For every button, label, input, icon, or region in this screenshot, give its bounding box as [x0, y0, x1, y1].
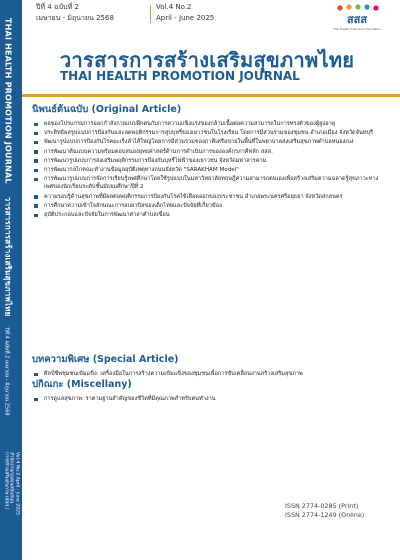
issn-online: ISSN 2774-1249 (Online) — [285, 511, 365, 519]
header-divider — [150, 5, 151, 23]
logo-text: สสส — [346, 13, 368, 26]
original-article-list — [32, 120, 382, 219]
issue-th-line1: ปีที่ 4 ฉบับที่ 2 — [36, 3, 79, 11]
issue-th-line2: เมษายน - มิถุนายน 2568 — [36, 14, 114, 22]
logo-figure-4 — [364, 4, 369, 9]
article-item — [32, 129, 382, 137]
spine-title: THAI HEALTH PROMOTION JOURNAL — [3, 18, 13, 184]
section-title-original: นิพนธ์ต้นฉบับ (Original Article) — [32, 104, 182, 115]
section-miscellany — [32, 377, 382, 404]
journal-title-english: THAI HEALTH PROMOTION JOURNAL — [60, 69, 300, 83]
bullet-icon — [34, 141, 38, 145]
bullet-icon — [34, 132, 38, 136]
article-title: การพัฒนารูปแบบการจัดการเรียนรู้เพศศึกษาโดยใช้รูปแบบในมหาวิทยาลัยทฤษฎีความสามารถตนเองเพื่อสร้างเสริมความฉลาดรู้สุขภาวะทางเพศของนักเรียนระดับชั้นมัธยมศึกษาปีที่ 2 — [44, 176, 379, 191]
spine-publisher-1: สำนักงานกองทุนสนับสนุน — [8, 452, 14, 504]
spine-text — [2, 18, 21, 416]
issn-print: ISSN 2774-0285 (Print) — [285, 502, 359, 510]
spine-title-th: วารสารการสร้างเสริมสุขภาพไทย — [3, 196, 13, 317]
issue-en-line1: Vol.4 No.2 — [156, 3, 192, 11]
section-title-special: บทความพิเศษ (Special Article) — [32, 354, 179, 365]
logo-figure-3 — [355, 4, 360, 9]
article-item — [32, 157, 382, 165]
article-title: ประสิทธิผลรูปแบบการป้องกันและลดพฤติกรรมการสูบบุหรี่ของเยาวชนในโรงเรียน โดยการมีส่วนร่วมของชุมชน อำเภอเมือง จังหวัดจันทบุรี — [44, 130, 374, 137]
article-title: การดูแลสุขภาพ: ราตามฐานสำคัญของชีวิตที่มีคุณภาพสำหรับคนทำงาน — [44, 396, 216, 402]
issue-thai — [36, 2, 114, 24]
spine-publisher-2: การสร้างเสริมสุขภาพ (สสส.) — [3, 452, 9, 510]
issue-en-line2: April - June 2025 — [156, 14, 215, 22]
bullet-icon — [34, 123, 38, 127]
bullet-icon — [34, 150, 38, 154]
article-title: ศิลป์ชีพชุมชนเข้มแข็ง: เครื่องมือในการสร้างความเข้มแข็งของชุมชนเพื่อการขับเคลื่อนงานสร้างเสริมสุขภาพ — [44, 371, 303, 377]
logo-subtext: Thai Health Promotion Foundation — [333, 27, 381, 31]
bullet-icon — [34, 195, 38, 199]
thaihealth-logo — [330, 2, 384, 32]
logo-figure-5 — [373, 5, 378, 10]
article-item — [32, 148, 382, 156]
section-title-miscellany: ปกิณกะ (Miscellany) — [32, 379, 132, 390]
article-item — [32, 202, 382, 210]
bullet-icon — [34, 398, 38, 402]
article-title: ความรอบรู้ด้านสุขภาพที่มีผลต่อพฤติกรรมการป้องกันโรคไข้เลือดออกของประชาชน อำเภอพระนครศรีอยุธยา จังหวัดสกลนคร — [44, 193, 343, 200]
header-accent-line — [22, 94, 400, 97]
bullet-icon — [34, 159, 38, 163]
logo-figure-1 — [337, 5, 342, 10]
article-title: อุบัติประกอบและปัจจัยในการพัฒนาศาลาตำบลเขื่อน — [44, 212, 170, 219]
article-title: การพัฒนารูปแบบการส่งเสริมพฤติกรรมการป้องกันบุหรี่ไฟฟ้าของเยาวชน จังหวัดมหาสารคาม — [44, 157, 267, 164]
logo-figure-2 — [346, 4, 351, 9]
article-item — [32, 175, 382, 191]
spine-vol: Vol.4 No.2 April - June 2025 — [14, 452, 20, 515]
spine-issue: ปีที่ 4 ฉบับที่ 2 เมษายน - มิถุนายน 2568 — [3, 327, 10, 416]
issn-block — [285, 502, 364, 520]
bullet-icon — [34, 178, 38, 182]
section-special-article — [32, 352, 382, 379]
article-item — [32, 138, 382, 146]
miscellany-list — [32, 395, 382, 403]
article-title: การพัฒนากลไกคณะทำงานข้อมูลอุบัติเหตุทางถนนจังหวัด "SARAKHAM Model" — [44, 167, 239, 174]
section-original-articles — [32, 102, 382, 220]
journal-title-thai: วารสารการสร้างเสริมสุขภาพไทย — [60, 48, 355, 72]
article-item — [32, 120, 382, 128]
article-item — [32, 193, 382, 201]
article-item — [32, 211, 382, 219]
article-title: ผลของโปรแกรมการออกกำลังกายแบบฝึกตนกับการความแข็งแรงของกล้ามเนื้อต่อความสามารถในการทรงตัวของผู้สูงอายุ — [44, 121, 336, 127]
bullet-icon — [34, 169, 38, 173]
article-item — [32, 166, 382, 174]
bullet-icon — [34, 373, 38, 377]
bullet-icon — [34, 214, 38, 218]
spine-bottom — [3, 452, 20, 515]
article-title: การพัฒนาต้นแบบความพร้อมตอบสนองยุทธศาสตร์ด้านการดำเนินการขององค์กรภาคีหลัก สสส. — [44, 148, 273, 155]
article-item — [32, 395, 382, 403]
article-title: การศึกษาความเข้าใจลักษณะการอบยาบิลของเด็กไทยและปัจจัยที่เกี่ยวข้อง — [44, 202, 222, 209]
issue-english — [156, 2, 214, 24]
bullet-icon — [34, 204, 38, 208]
article-title: พัฒนารูปแบบการป้องกันโรคมะเร็งลำไส้ใหญ่โดยการมีส่วนร่วมของภาคีเครือข่ายในพื้นที่ในพยาบาลส่งเสริมสุขภาพตำบลหนองเบง — [44, 139, 354, 146]
